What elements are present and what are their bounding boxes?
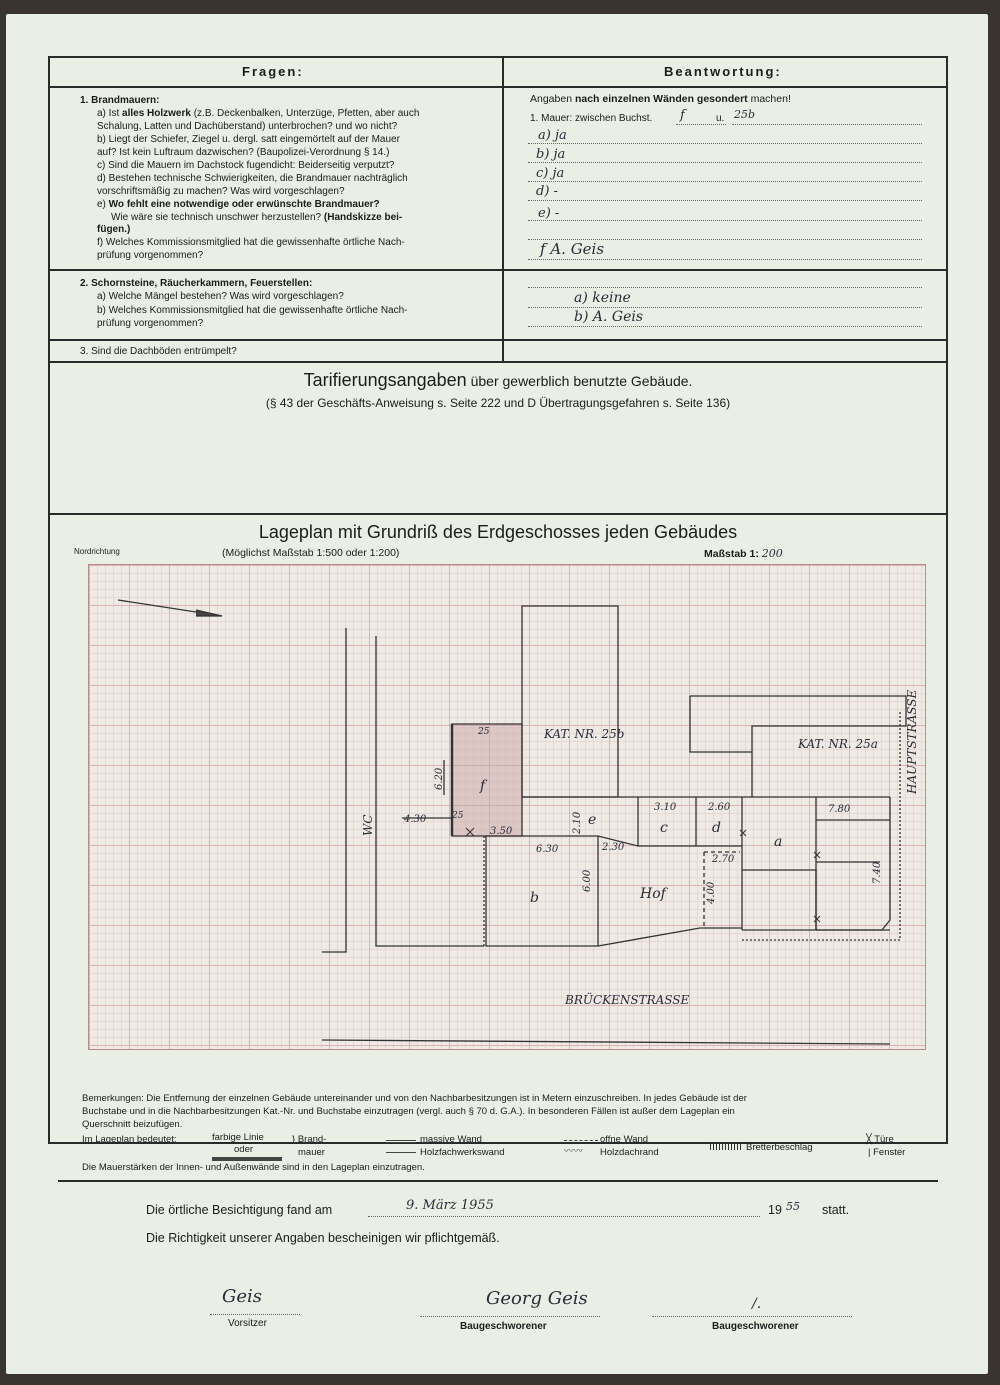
baugeschworener-2-label: Baugeschworener — [712, 1321, 799, 1332]
dim-25a: 25 — [478, 727, 490, 737]
legend-brandmauer-2: mauer — [298, 1147, 325, 1158]
label-kat-25b: KAT. NR. 25b — [544, 727, 625, 741]
legend-oder: oder — [234, 1144, 254, 1155]
q1-c: c) Sind die Mauern im Dachstock fugendicht: Beiderseitig verputzt? — [97, 160, 395, 171]
q2-a: a) Welche Mängel bestehen? Was wird vorgeschlagen? — [97, 291, 344, 302]
q1-d: d) Bestehen technische Schwierigkeiten, die Brandmauer nachträglich vorschriftsmäßig zu machen? Was wird vorgeschlagen? — [97, 173, 408, 197]
legend-brandmauer: } Brand- — [292, 1134, 327, 1145]
q1-title: 1. Brandmauern: — [80, 95, 160, 106]
north-label: Nordrichtung — [74, 547, 120, 556]
answer-1c[interactable]: c) ja — [536, 166, 565, 181]
door-mark — [740, 830, 746, 836]
tarif-title: Tarifierungsangaben über gewerblich benutzte Gebäude. — [303, 370, 693, 390]
besichtigung-label: Die örtliche Besichtigung fand am — [146, 1203, 333, 1217]
legend-holzfach: Holzfachwerkswand — [420, 1147, 505, 1158]
label-wc: WC — [361, 814, 375, 836]
tarif-subtitle: (§ 43 der Geschäfts-Anweisung s. Seite 222 und D Übertragungsgefahren s. Seite 136) — [265, 396, 731, 410]
letter-c: c — [660, 820, 668, 836]
dim-430: 4.30 — [404, 814, 427, 825]
baugeschworener-1-label: Baugeschworener — [460, 1321, 547, 1332]
footer-top — [58, 1180, 938, 1182]
letter-e: e — [588, 812, 597, 828]
wall-mid: u. — [716, 113, 725, 124]
legend-offne-line — [564, 1140, 598, 1141]
dim-600: 6.00 — [582, 869, 593, 892]
letter-b: b — [530, 890, 539, 906]
dim-270: 2.70 — [712, 854, 735, 865]
legend-holzdach-line: 〰〰 — [564, 1146, 584, 1157]
letter-hof: Hof — [640, 886, 666, 902]
dim-630: 6.30 — [536, 844, 559, 855]
lageplan-title: Lageplan mit Grundriß des Erdgeschosses jeden Gebäudes — [258, 522, 738, 542]
door-mark — [814, 916, 820, 922]
answer-2b[interactable]: b) A. Geis — [574, 309, 644, 325]
legend-intro: Im Lageplan bedeutet: — [82, 1134, 177, 1145]
legend-massive: massive Wand — [420, 1134, 482, 1145]
q2-title: 2. Schornsteine, Räucherkammern, Feuerstellen: — [80, 278, 313, 289]
dotted-line — [420, 1316, 600, 1317]
letter-a: a — [774, 834, 783, 850]
legend-holzfach-line — [386, 1152, 416, 1153]
q1-a: a) Ist alles Holzwerk (z.B. Deckenbalken, Unterzüge, Pfetten, aber auch Schalung, Latten und Dachüberstand) unterbrochen? und wo nicht? — [97, 108, 420, 132]
answer-1d[interactable]: d) - — [536, 184, 558, 199]
signature-baugeschworener-2: /. — [752, 1296, 762, 1312]
q1-b: b) Liegt der Schiefer, Ziegel u. dergl. satt eingemörtelt auf der Mauer auf? Ist kein Luftraum dazwischen? (Baupolizei-Verordnung § 14.) — [97, 134, 400, 158]
wall-from[interactable]: f — [680, 108, 685, 123]
dim-260: 2.60 — [708, 802, 731, 813]
dotted-line — [210, 1314, 300, 1315]
wall-to[interactable]: 25b — [734, 108, 756, 121]
answer-1e[interactable]: e) - — [538, 206, 560, 221]
dim-780: 7.80 — [828, 804, 851, 815]
legend-bretter: Bretterbeschlag — [746, 1142, 813, 1153]
label-hauptstrasse: HAUPTSTRASSE — [905, 689, 919, 794]
answer-1f[interactable]: f A. Geis — [540, 240, 605, 258]
dim-350: 3.50 — [490, 826, 513, 837]
besichtigung-date[interactable]: 9. März 1955 — [406, 1198, 494, 1213]
legend-massive-line — [386, 1140, 416, 1143]
richtigkeit-label: Die Richtigkeit unserer Angaben bescheinigen wir pflichtgemäß. — [146, 1231, 500, 1245]
statt-label: statt. — [822, 1203, 850, 1217]
q2-b: b) Welches Kommissionsmitglied hat die gewissenhafte örtliche Nach- prüfung vorgenommen? — [97, 305, 408, 329]
signature-vorsitzer: Geis — [222, 1286, 263, 1307]
dim-210: 2.10 — [572, 811, 583, 834]
signature-baugeschworener-1: Georg Geis — [486, 1288, 588, 1309]
legend-tuere: ╳ Türe — [866, 1134, 894, 1145]
dim-620: 6.20 — [434, 767, 445, 790]
q3-text: 3. Sind die Dachböden entrümpelt? — [80, 346, 237, 357]
letter-d: d — [712, 820, 721, 836]
vorsitzer-label: Vorsitzer — [228, 1318, 267, 1329]
answers-intro: Angaben nach einzelnen Wänden gesondert machen! — [530, 93, 791, 105]
q1-f: f) Welches Kommissionsmitglied hat die gewissenhafte örtliche Nach- prüfung vorgenommen? — [97, 237, 405, 261]
dim-740: 7.40 — [872, 861, 883, 884]
door-mark — [814, 852, 820, 858]
legend-mauerstaerken: Die Mauerstärken der Innen- und Außenwände sind in den Lageplan einzutragen. — [82, 1162, 425, 1173]
legend-fenster: | Fenster — [868, 1147, 906, 1158]
q1-e: e) Wo fehlt eine notwendige oder erwünschte Brandmauer? Wie wäre sie technisch unschwer herzustellen? (Handskizze bei- fügen.) — [97, 199, 403, 235]
legend-bretter-hatch — [710, 1142, 742, 1150]
label-brueckenstrasse: BRÜCKENSTRASSE — [565, 993, 690, 1007]
answers-header: Beantwortung: — [664, 64, 782, 79]
dim-400: 4.00 — [706, 881, 717, 904]
year-value[interactable]: 55 — [786, 1200, 800, 1213]
year-prefix: 19 — [768, 1203, 782, 1217]
scale-label: Maßstab 1: 200 — [704, 547, 783, 560]
questions-header: Fragen: — [242, 64, 304, 79]
dotted-line — [652, 1316, 852, 1317]
legend-farbige: farbige Linie — [212, 1132, 264, 1143]
dotted-line — [368, 1216, 760, 1217]
dim-230: 2.30 — [602, 842, 625, 853]
legend-hatched-line — [212, 1157, 282, 1161]
wall-line: 1. Mauer: zwischen Buchst. — [530, 113, 653, 124]
answer-2a[interactable]: a) keine — [574, 290, 631, 306]
answer-1b[interactable]: b) ja — [536, 147, 566, 162]
letter-f: f — [480, 778, 486, 794]
dim-25b: 25 — [452, 811, 464, 821]
dim-310: 3.10 — [654, 802, 677, 813]
answer-1a[interactable]: a) ja — [538, 128, 567, 143]
label-kat-25a: KAT. NR. 25a — [798, 737, 878, 751]
legend-holzdach: Holzdachrand — [600, 1147, 659, 1158]
legend-offne: offne Wand — [600, 1134, 649, 1145]
remarks-text: Bemerkungen: Die Entfernung der einzelnen Gebäude untereinander und von den Nachbarbesitzungen ist in Metern einzuschreiben. In jedes Gebäude ist der Buchstabe und in die Nachbarbesitzungen Kat.-Nr. und Buchstabe einzutragen (vergl. auch § 70 d. G.A.). In besonderen Fällen ist außer dem Lageplan ein Querschnitt beizufügen. — [82, 1093, 747, 1130]
lageplan-subtitle: (Möglichst Maßstab 1:500 oder 1:200) — [222, 547, 400, 559]
